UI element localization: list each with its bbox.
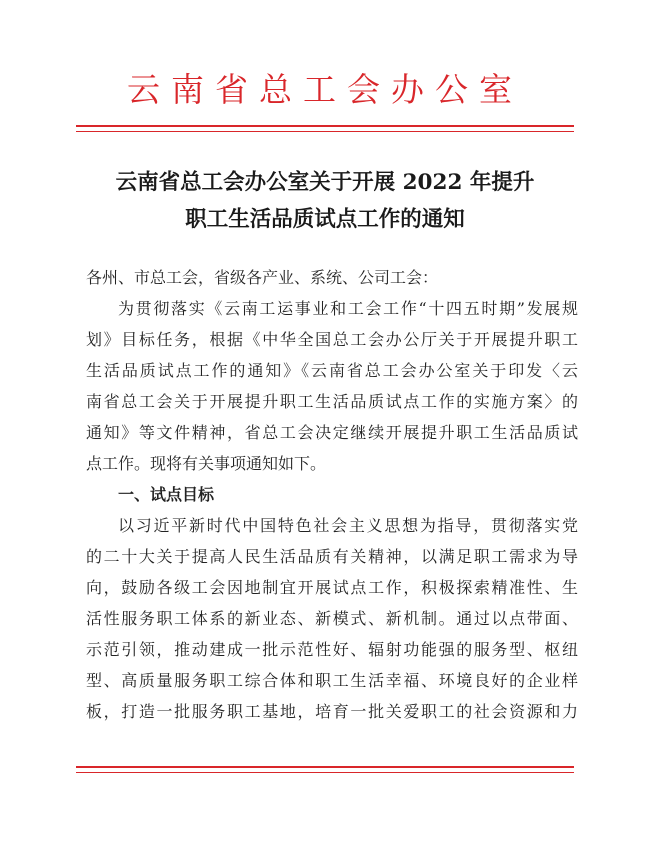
paragraph-2-line-1: 以习近平新时代中国特色社会主义思想为指导，贯彻落实党 [118, 516, 578, 535]
notice-title [0, 164, 650, 238]
paragraph-1-line-1: 为贯彻落实《云南工运事业和工会工作“十四五时期”发展规 [118, 299, 578, 318]
footer-divider-top [76, 766, 574, 768]
paragraph-1-line-6: 点工作。现将有关事项通知如下。 [86, 454, 327, 473]
header-divider-bottom [76, 131, 574, 132]
paragraph-2-line-7: 板，打造一批服务职工基地，培育一批关爱职工的社会资源和力 [86, 702, 578, 721]
paragraph-1-line-3: 生活品质试点工作的通知》《云南省总工会办公室关于印发〈云 [86, 361, 578, 380]
paragraph-1-line-4: 南省总工会关于开展提升职工生活品质试点工作的实施方案〉的 [86, 392, 578, 411]
paragraph-2-line-2: 的二十大关于提高人民生活品质有关精神，以满足职工需求为导 [86, 547, 578, 566]
paragraph-1-line-2: 划》目标任务，根据《中华全国总工会办公厅关于开展提升职工 [86, 330, 578, 349]
header-divider-top [76, 125, 574, 127]
notice-body [86, 262, 578, 727]
issuing-office-header: 云南省总工会办公室 [127, 70, 523, 109]
paragraph-2-line-6: 型、高质量服务职工综合体和职工生活幸福、环境良好的企业样 [86, 671, 578, 690]
paragraph-2-line-5: 示范引领，推动建成一批示范性好、辐射功能强的服务型、枢纽 [86, 640, 578, 659]
notice-title-line-1: 云南省总工会办公室关于开展 2022 年提升 [115, 170, 535, 195]
paragraph-2-line-3: 向，鼓励各级工会因地制宜开展试点工作，积极探索精准性、生 [86, 578, 578, 597]
salutation: 各州、市总工会，省级各产业、系统、公司工会： [86, 268, 439, 287]
notice-title-line-2: 职工生活品质试点工作的通知 [185, 207, 465, 232]
footer-divider-bottom [76, 772, 574, 773]
section-1-heading: 一、试点目标 [118, 485, 215, 504]
paragraph-2-line-4: 活性服务职工体系的新业态、新模式、新机制。通过以点带面、 [86, 609, 578, 628]
paragraph-1-line-5: 通知》等文件精神，省总工会决定继续开展提升职工生活品质试 [86, 423, 578, 442]
